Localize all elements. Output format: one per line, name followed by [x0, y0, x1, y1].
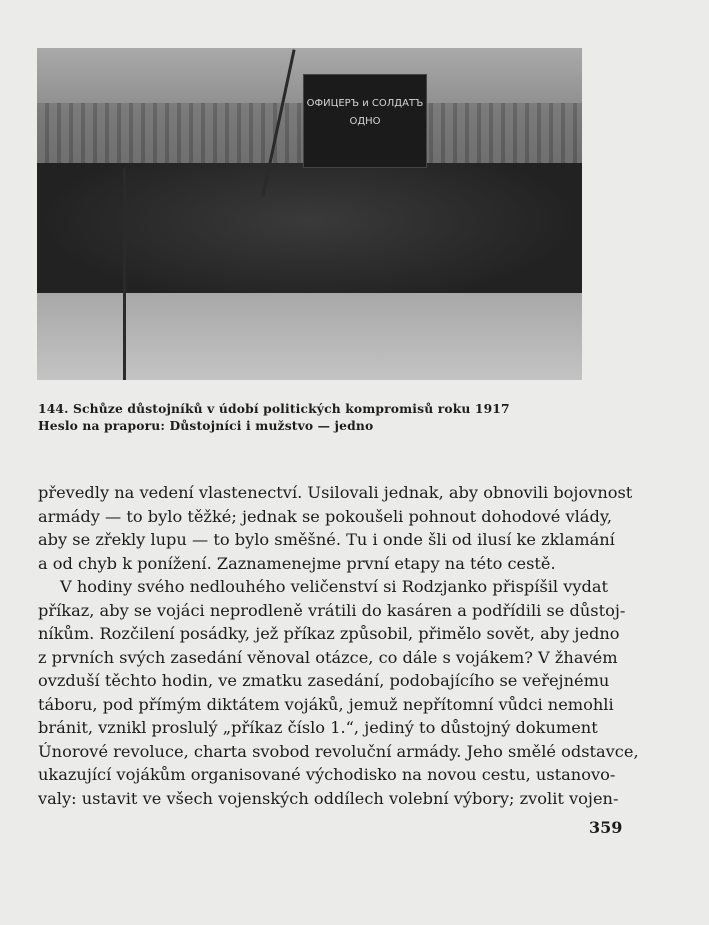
figure-caption: [38, 400, 510, 434]
page-number: 359: [589, 818, 623, 837]
text-line: bránit, vznikl proslulý „příkaz číslo 1.“, jediný to důstojný dokument: [38, 718, 598, 737]
caption-subtitle: Heslo na praporu: Důstojníci i mužstvo — jedno: [38, 418, 374, 433]
banner-text-line2: ОДНО: [349, 116, 381, 127]
caption-title: 144. Schůze důstojníků v údobí politických kompromisů roku 1917: [38, 401, 510, 416]
text-line: níkům. Rozčilení posádky, jež příkaz způsobil, přimělo sovět, aby jedno: [38, 624, 620, 643]
text-line: aby se zřekly lupu — to bylo směšné. Tu i onde šli od ilusí ke zklamání: [38, 530, 615, 549]
text-line: Únorové revoluce, charta svobod revoluční armády. Jeho smělé odstavce,: [38, 741, 639, 761]
body-text: [38, 481, 639, 810]
text-line: valy: ustavit ve všech vojenských oddílech volební výbory; zvolit vojen-: [38, 788, 619, 808]
text-line: a od chyb k ponížení. Zaznamenejme první etapy na této cestě.: [38, 553, 556, 573]
photo-crowd: [37, 163, 582, 308]
banner: [303, 74, 427, 168]
text-line: převedly na vedení vlastenectví. Usilovali jednak, aby obnovili bojovnost: [38, 483, 633, 502]
text-line: táboru, pod přímým diktátem vojáků, jemuž nepřítomní vůdci nemohli: [38, 694, 614, 714]
text-line: V hodiny svého nedlouhého veličenství si Rodzjanko přispíšil vydat: [60, 577, 609, 596]
text-line: ukazující vojákům organisované východisko na novou cestu, ustanovo-: [38, 765, 616, 784]
flag-pole: [123, 168, 126, 380]
text-line: příkaz, aby se vojáci neprodleně vrátili do kasáren a podřídili se důstoj-: [38, 600, 626, 620]
text-line: armády — to bylo těžké; jednak se pokoušeli pohnout dohodové vlády,: [38, 506, 612, 526]
text-line: ovzduší těchto hodin, ve zmatku zasedání, podobajícího se veřejnému: [38, 671, 610, 690]
photo-ground: [37, 293, 582, 380]
text-line: z prvních svých zasedání věnoval otázce, co dále s vojákem? V žhavém: [38, 647, 618, 667]
banner-text-line1: ОФИЦЕРЪ и СОЛДАТЪ: [306, 98, 424, 109]
photo-officers-meeting: [37, 48, 582, 380]
